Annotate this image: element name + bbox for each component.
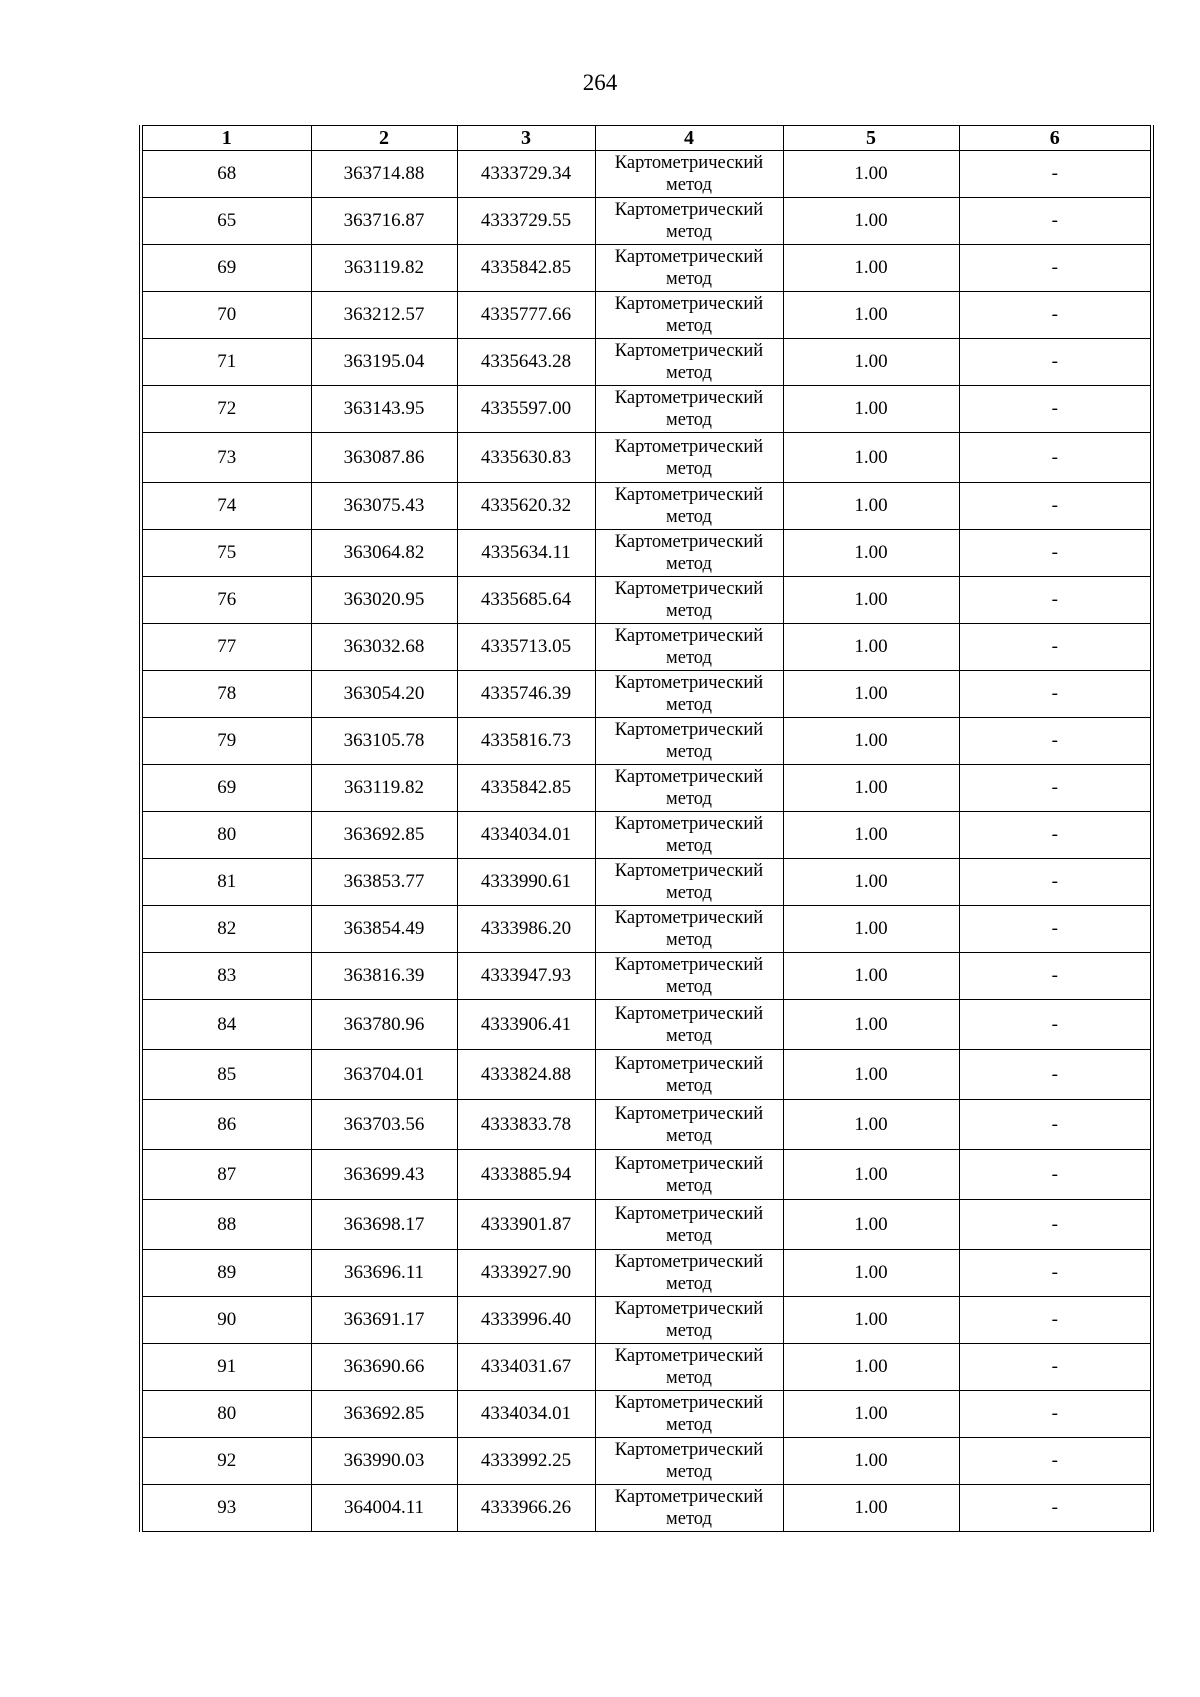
accuracy-cell: 1.00 [783, 718, 959, 765]
y-coordinate-cell: 4335634.11 [457, 530, 595, 577]
accuracy-cell: 1.00 [783, 906, 959, 953]
y-coordinate-cell: 4333885.94 [457, 1150, 595, 1200]
column-header-6: 6 [959, 126, 1152, 151]
point-number-cell: 84 [141, 1000, 311, 1050]
x-coordinate-cell: 363690.66 [311, 1344, 457, 1391]
column-header-1: 1 [141, 126, 311, 151]
y-coordinate-cell: 4333966.26 [457, 1485, 595, 1532]
note-cell: - [959, 339, 1152, 386]
method-cell [595, 1200, 783, 1250]
method-text-line: метод [666, 1225, 712, 1246]
method-text-line: Картометрический [614, 1053, 764, 1074]
method-text-line: Картометрический [614, 1203, 764, 1224]
point-number-cell: 82 [141, 906, 311, 953]
method-text-line: Картометрический [614, 673, 764, 693]
method-text-line: метод [666, 458, 712, 479]
accuracy-cell: 1.00 [783, 577, 959, 624]
x-coordinate-cell: 363990.03 [311, 1438, 457, 1485]
accuracy-cell: 1.00 [783, 624, 959, 671]
table-row [141, 1438, 1152, 1485]
note-cell: - [959, 1344, 1152, 1391]
method-text-line: метод [666, 695, 712, 715]
table-row [141, 530, 1152, 577]
method-text-line: метод [666, 410, 712, 430]
method-cell [595, 1050, 783, 1100]
y-coordinate-cell: 4333833.78 [457, 1100, 595, 1150]
y-coordinate-cell: 4334034.01 [457, 812, 595, 859]
method-cell [595, 812, 783, 859]
table-row [141, 339, 1152, 386]
point-number-cell: 81 [141, 859, 311, 906]
accuracy-cell: 1.00 [783, 953, 959, 1000]
table-row [141, 718, 1152, 765]
accuracy-cell: 1.00 [783, 339, 959, 386]
method-cell [595, 1297, 783, 1344]
accuracy-cell: 1.00 [783, 1485, 959, 1532]
method-cell [595, 433, 783, 483]
method-text-line: метод [666, 269, 712, 289]
x-coordinate-cell: 363691.17 [311, 1297, 457, 1344]
table-row [141, 1050, 1152, 1100]
method-cell [595, 1250, 783, 1297]
y-coordinate-cell: 4334034.01 [457, 1391, 595, 1438]
y-coordinate-cell: 4335620.32 [457, 483, 595, 530]
x-coordinate-cell: 363064.82 [311, 530, 457, 577]
y-coordinate-cell: 4333986.20 [457, 906, 595, 953]
table-row [141, 624, 1152, 671]
method-cell [595, 245, 783, 292]
coordinates-table-container [139, 125, 1150, 1532]
point-number-cell: 72 [141, 386, 311, 433]
y-coordinate-cell: 4333992.25 [457, 1438, 595, 1485]
note-cell: - [959, 1050, 1152, 1100]
table-row [141, 1391, 1152, 1438]
method-cell [595, 339, 783, 386]
method-text-line: метод [666, 554, 712, 574]
note-cell: - [959, 953, 1152, 1000]
point-number-cell: 77 [141, 624, 311, 671]
note-cell: - [959, 1200, 1152, 1250]
y-coordinate-cell: 4333729.55 [457, 198, 595, 245]
accuracy-cell: 1.00 [783, 1200, 959, 1250]
method-cell [595, 151, 783, 198]
accuracy-cell: 1.00 [783, 198, 959, 245]
method-cell [595, 386, 783, 433]
method-text-line: Картометрический [614, 1299, 764, 1319]
method-cell [595, 624, 783, 671]
x-coordinate-cell: 363054.20 [311, 671, 457, 718]
x-coordinate-cell: 363119.82 [311, 765, 457, 812]
column-header-2: 2 [311, 126, 457, 151]
method-text-line: метод [666, 742, 712, 762]
note-cell: - [959, 718, 1152, 765]
note-cell: - [959, 245, 1152, 292]
method-text-line: Картометрический [614, 1440, 764, 1460]
accuracy-cell: 1.00 [783, 1100, 959, 1150]
point-number-cell: 68 [141, 151, 311, 198]
method-cell [595, 530, 783, 577]
method-text-line: Картометрический [614, 1487, 764, 1507]
method-cell [595, 292, 783, 339]
method-text-line: Картометрический [614, 955, 764, 975]
method-text-line: метод [666, 1274, 712, 1294]
method-text-line: метод [666, 1509, 712, 1529]
table-row [141, 577, 1152, 624]
accuracy-cell: 1.00 [783, 1250, 959, 1297]
point-number-cell: 80 [141, 812, 311, 859]
note-cell: - [959, 530, 1152, 577]
column-header-3: 3 [457, 126, 595, 151]
method-text-line: Картометрический [614, 247, 764, 267]
method-text-line: метод [666, 363, 712, 383]
x-coordinate-cell: 363696.11 [311, 1250, 457, 1297]
x-coordinate-cell: 363119.82 [311, 245, 457, 292]
point-number-cell: 69 [141, 765, 311, 812]
y-coordinate-cell: 4333824.88 [457, 1050, 595, 1100]
point-number-cell: 93 [141, 1485, 311, 1532]
method-text-line: Картометрический [614, 1103, 764, 1124]
table-row [141, 812, 1152, 859]
accuracy-cell: 1.00 [783, 483, 959, 530]
method-cell [595, 671, 783, 718]
y-coordinate-cell: 4335842.85 [457, 765, 595, 812]
method-cell [595, 483, 783, 530]
x-coordinate-cell: 363853.77 [311, 859, 457, 906]
x-coordinate-cell: 363780.96 [311, 1000, 457, 1050]
note-cell: - [959, 198, 1152, 245]
point-number-cell: 80 [141, 1391, 311, 1438]
x-coordinate-cell: 363087.86 [311, 433, 457, 483]
table-row [141, 1297, 1152, 1344]
accuracy-cell: 1.00 [783, 245, 959, 292]
method-text-line: Картометрический [614, 153, 764, 173]
method-cell [595, 1000, 783, 1050]
table-row [141, 859, 1152, 906]
x-coordinate-cell: 363143.95 [311, 386, 457, 433]
table-row [141, 1344, 1152, 1391]
accuracy-cell: 1.00 [783, 859, 959, 906]
method-text-line: Картометрический [614, 388, 764, 408]
method-text-line: метод [666, 930, 712, 950]
accuracy-cell: 1.00 [783, 1150, 959, 1200]
method-text-line: метод [666, 883, 712, 903]
accuracy-cell: 1.00 [783, 151, 959, 198]
y-coordinate-cell: 4335816.73 [457, 718, 595, 765]
table-row [141, 1485, 1152, 1532]
point-number-cell: 71 [141, 339, 311, 386]
method-text-line: метод [666, 316, 712, 336]
point-number-cell: 65 [141, 198, 311, 245]
y-coordinate-cell: 4335685.64 [457, 577, 595, 624]
method-cell [595, 577, 783, 624]
accuracy-cell: 1.00 [783, 292, 959, 339]
method-text-line: метод [666, 836, 712, 856]
note-cell: - [959, 624, 1152, 671]
accuracy-cell: 1.00 [783, 1297, 959, 1344]
method-text-line: Картометрический [614, 908, 764, 928]
method-text-line: Картометрический [614, 720, 764, 740]
note-cell: - [959, 859, 1152, 906]
method-text-line: метод [666, 507, 712, 527]
method-text-line: метод [666, 1175, 712, 1196]
method-text-line: Картометрический [614, 1003, 764, 1024]
note-cell: - [959, 577, 1152, 624]
note-cell: - [959, 906, 1152, 953]
point-number-cell: 88 [141, 1200, 311, 1250]
x-coordinate-cell: 363716.87 [311, 198, 457, 245]
method-text-line: Картометрический [614, 626, 764, 646]
method-cell [595, 1438, 783, 1485]
y-coordinate-cell: 4335746.39 [457, 671, 595, 718]
y-coordinate-cell: 4335713.05 [457, 624, 595, 671]
method-text-line: Картометрический [614, 341, 764, 361]
y-coordinate-cell: 4335842.85 [457, 245, 595, 292]
x-coordinate-cell: 363714.88 [311, 151, 457, 198]
note-cell: - [959, 1100, 1152, 1150]
method-text-line: метод [666, 1025, 712, 1046]
column-header-5: 5 [783, 126, 959, 151]
table-row [141, 483, 1152, 530]
table-row [141, 198, 1152, 245]
table-row [141, 1250, 1152, 1297]
method-text-line: Картометрический [614, 532, 764, 552]
point-number-cell: 79 [141, 718, 311, 765]
note-cell: - [959, 483, 1152, 530]
x-coordinate-cell: 363704.01 [311, 1050, 457, 1100]
note-cell: - [959, 1485, 1152, 1532]
y-coordinate-cell: 4333996.40 [457, 1297, 595, 1344]
accuracy-cell: 1.00 [783, 386, 959, 433]
accuracy-cell: 1.00 [783, 812, 959, 859]
point-number-cell: 91 [141, 1344, 311, 1391]
method-text-line: метод [666, 1125, 712, 1146]
note-cell: - [959, 151, 1152, 198]
method-text-line: Картометрический [614, 485, 764, 505]
method-text-line: метод [666, 1415, 712, 1435]
coordinates-table [139, 125, 1154, 1532]
method-text-line: Картометрический [614, 200, 764, 220]
method-text-line: метод [666, 1462, 712, 1482]
accuracy-cell: 1.00 [783, 1000, 959, 1050]
method-text-line: метод [666, 789, 712, 809]
table-body [141, 151, 1152, 1532]
table-row [141, 151, 1152, 198]
method-text-line: Картометрический [614, 436, 764, 457]
method-cell [595, 1391, 783, 1438]
y-coordinate-cell: 4335597.00 [457, 386, 595, 433]
note-cell: - [959, 765, 1152, 812]
method-text-line: метод [666, 977, 712, 997]
x-coordinate-cell: 363195.04 [311, 339, 457, 386]
y-coordinate-cell: 4335630.83 [457, 433, 595, 483]
x-coordinate-cell: 363816.39 [311, 953, 457, 1000]
point-number-cell: 70 [141, 292, 311, 339]
method-text-line: Картометрический [614, 1393, 764, 1413]
y-coordinate-cell: 4333906.41 [457, 1000, 595, 1050]
method-cell [595, 953, 783, 1000]
note-cell: - [959, 812, 1152, 859]
table-header [141, 126, 1152, 151]
note-cell: - [959, 1297, 1152, 1344]
accuracy-cell: 1.00 [783, 433, 959, 483]
accuracy-cell: 1.00 [783, 671, 959, 718]
accuracy-cell: 1.00 [783, 530, 959, 577]
x-coordinate-cell: 363032.68 [311, 624, 457, 671]
method-cell [595, 1100, 783, 1150]
method-text-line: Картометрический [614, 579, 764, 599]
x-coordinate-cell: 363703.56 [311, 1100, 457, 1150]
x-coordinate-cell: 364004.11 [311, 1485, 457, 1532]
table-row [141, 1200, 1152, 1250]
x-coordinate-cell: 363854.49 [311, 906, 457, 953]
table-header-row [141, 126, 1152, 151]
x-coordinate-cell: 363212.57 [311, 292, 457, 339]
y-coordinate-cell: 4335643.28 [457, 339, 595, 386]
y-coordinate-cell: 4335777.66 [457, 292, 595, 339]
note-cell: - [959, 1000, 1152, 1050]
method-text-line: Картометрический [614, 767, 764, 787]
method-text-line: метод [666, 1321, 712, 1341]
accuracy-cell: 1.00 [783, 1344, 959, 1391]
x-coordinate-cell: 363075.43 [311, 483, 457, 530]
method-cell [595, 198, 783, 245]
accuracy-cell: 1.00 [783, 1391, 959, 1438]
x-coordinate-cell: 363692.85 [311, 1391, 457, 1438]
table-row [141, 1100, 1152, 1150]
point-number-cell: 69 [141, 245, 311, 292]
method-text-line: Картометрический [614, 1346, 764, 1366]
method-cell [595, 765, 783, 812]
method-text-line: метод [666, 222, 712, 242]
table-row [141, 906, 1152, 953]
x-coordinate-cell: 363698.17 [311, 1200, 457, 1250]
point-number-cell: 86 [141, 1100, 311, 1150]
y-coordinate-cell: 4333901.87 [457, 1200, 595, 1250]
table-row [141, 433, 1152, 483]
table-row [141, 292, 1152, 339]
method-cell [595, 718, 783, 765]
method-text-line: метод [666, 175, 712, 195]
accuracy-cell: 1.00 [783, 765, 959, 812]
point-number-cell: 87 [141, 1150, 311, 1200]
method-cell [595, 906, 783, 953]
note-cell: - [959, 671, 1152, 718]
method-text-line: Картометрический [614, 861, 764, 881]
y-coordinate-cell: 4334031.67 [457, 1344, 595, 1391]
method-cell [595, 859, 783, 906]
note-cell: - [959, 1438, 1152, 1485]
method-text-line: Картометрический [614, 1153, 764, 1174]
note-cell: - [959, 433, 1152, 483]
point-number-cell: 74 [141, 483, 311, 530]
y-coordinate-cell: 4333927.90 [457, 1250, 595, 1297]
table-row [141, 765, 1152, 812]
note-cell: - [959, 1150, 1152, 1200]
column-header-4: 4 [595, 126, 783, 151]
method-text-line: метод [666, 1075, 712, 1096]
x-coordinate-cell: 363105.78 [311, 718, 457, 765]
note-cell: - [959, 1250, 1152, 1297]
point-number-cell: 89 [141, 1250, 311, 1297]
table-row [141, 245, 1152, 292]
table-row [141, 386, 1152, 433]
x-coordinate-cell: 363692.85 [311, 812, 457, 859]
method-cell [595, 1485, 783, 1532]
table-row [141, 953, 1152, 1000]
point-number-cell: 73 [141, 433, 311, 483]
table-row [141, 1000, 1152, 1050]
method-text-line: метод [666, 601, 712, 621]
method-cell [595, 1150, 783, 1200]
method-cell [595, 1344, 783, 1391]
x-coordinate-cell: 363020.95 [311, 577, 457, 624]
point-number-cell: 76 [141, 577, 311, 624]
point-number-cell: 78 [141, 671, 311, 718]
x-coordinate-cell: 363699.43 [311, 1150, 457, 1200]
method-text-line: метод [666, 1368, 712, 1388]
method-text-line: Картометрический [614, 1252, 764, 1272]
note-cell: - [959, 386, 1152, 433]
y-coordinate-cell: 4333729.34 [457, 151, 595, 198]
note-cell: - [959, 1391, 1152, 1438]
point-number-cell: 83 [141, 953, 311, 1000]
point-number-cell: 85 [141, 1050, 311, 1100]
point-number-cell: 92 [141, 1438, 311, 1485]
point-number-cell: 75 [141, 530, 311, 577]
y-coordinate-cell: 4333947.93 [457, 953, 595, 1000]
accuracy-cell: 1.00 [783, 1438, 959, 1485]
accuracy-cell: 1.00 [783, 1050, 959, 1100]
method-text-line: Картометрический [614, 294, 764, 314]
page-number: 264 [582, 70, 618, 95]
method-text-line: метод [666, 648, 712, 668]
y-coordinate-cell: 4333990.61 [457, 859, 595, 906]
note-cell: - [959, 292, 1152, 339]
table-row [141, 671, 1152, 718]
method-text-line: Картометрический [614, 814, 764, 834]
table-row [141, 1150, 1152, 1200]
point-number-cell: 90 [141, 1297, 311, 1344]
